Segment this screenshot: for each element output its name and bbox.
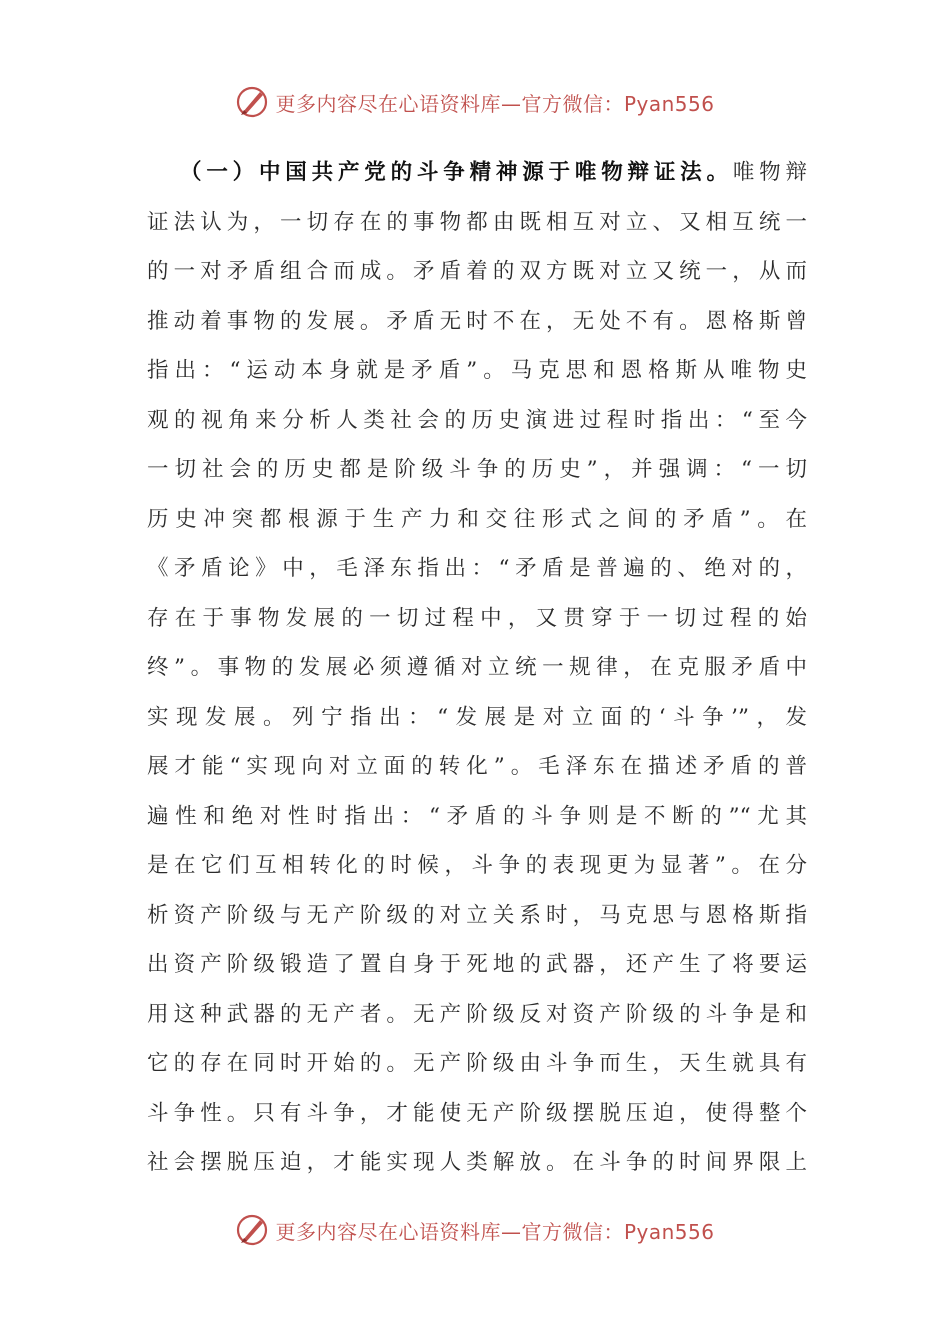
paragraph-first-line bbox=[147, 148, 807, 198]
top-watermark-banner bbox=[0, 82, 950, 122]
text-line: 历史冲突都根源于生产力和交往形式之间的矛盾”。在 bbox=[147, 506, 807, 532]
text-line: 观的视角来分析人类社会的历史演进过程时指出：“至今 bbox=[147, 407, 807, 433]
text-line: 出资产阶级锻造了置自身于死地的武器，还产生了将要运 bbox=[147, 952, 807, 977]
text-line: 析资产阶级与无产阶级的对立关系时，马克思与恩格斯指 bbox=[147, 902, 807, 928]
text-line: 推动着事物的发展。矛盾无时不在，无处不有。恩格斯曾 bbox=[147, 308, 807, 334]
text-line: 它的存在同时开始的。无产阶级由斗争而生，天生就具有 bbox=[147, 1051, 807, 1076]
text-line: 展才能“实现向对立面的转化”。毛泽东在描述矛盾的普 bbox=[147, 754, 807, 779]
text-line: 证法认为，一切存在的事物都由既相互对立、又相互统一 bbox=[147, 209, 807, 235]
text-line: 社会摆脱压迫，才能实现人类解放。在斗争的时间界限上 bbox=[147, 1150, 807, 1175]
text-line: 《矛盾论》中，毛泽东指出：“矛盾是普遍的、绝对的， bbox=[147, 556, 807, 581]
pen-circle-logo-icon bbox=[235, 1213, 269, 1247]
text-line: 唯物辩 bbox=[732, 160, 807, 185]
pen-circle-logo-icon bbox=[235, 85, 269, 119]
text-line: 一切社会的历史都是阶级斗争的历史”，并强调：“一切 bbox=[147, 457, 807, 482]
watermark-text: 更多内容尽在心语资料库—官方微信：Pyan556 bbox=[275, 91, 715, 116]
text-line: 斗争性。只有斗争，才能使无产阶级摆脱压迫，使得整个 bbox=[147, 1100, 807, 1126]
text-line: 存在于事物发展的一切过程中，又贯穿于一切过程的始 bbox=[147, 605, 807, 631]
document-body bbox=[147, 148, 807, 1188]
text-line: 是在它们互相转化的时候，斗争的表现更为显著”。在分 bbox=[147, 853, 807, 878]
section-heading: （一）中国共产党的斗争精神源于唯物辩证法。 bbox=[180, 160, 733, 185]
bottom-watermark-banner bbox=[0, 1210, 950, 1250]
text-line: 遍性和绝对性时指出：“矛盾的斗争则是不断的”“尤其 bbox=[147, 803, 807, 829]
watermark-text: 更多内容尽在心语资料库—官方微信：Pyan556 bbox=[275, 1219, 715, 1244]
text-line: 用这种武器的无产者。无产阶级反对资产阶级的斗争是和 bbox=[147, 1001, 807, 1027]
text-line: 的一对矛盾组合而成。矛盾着的双方既对立又统一，从而 bbox=[147, 259, 807, 284]
text-line: 指出：“运动本身就是矛盾”。马克思和恩格斯从唯物史 bbox=[147, 358, 807, 383]
text-line: 终”。事物的发展必须遵循对立统一规律，在克服矛盾中 bbox=[147, 655, 807, 680]
text-line: 实现发展。列宁指出：“发展是对立面的‘斗争’”，发 bbox=[147, 704, 807, 730]
